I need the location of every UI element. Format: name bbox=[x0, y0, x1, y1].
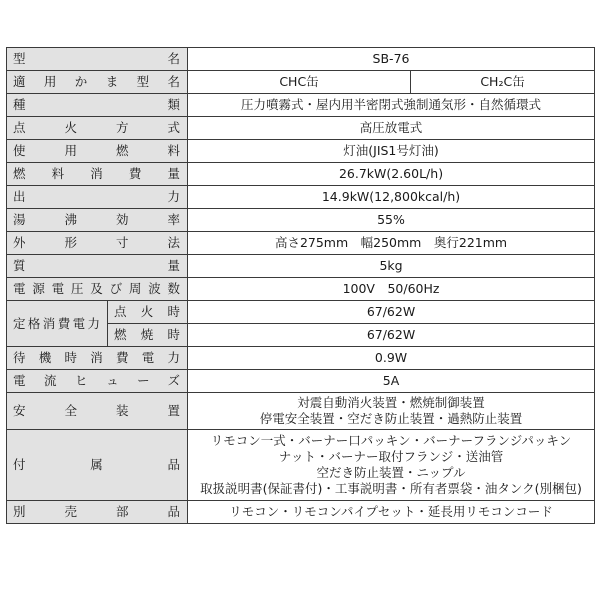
safety-line: 停電安全装置・空だき防止装置・過熱防止装置 bbox=[259, 411, 523, 426]
value-accessories bbox=[188, 430, 595, 501]
label-tank: 適用かま型名 bbox=[7, 71, 188, 94]
value-dimensions: 高さ275mm 幅250mm 奥行221mm bbox=[188, 232, 595, 255]
label-accessories: 付 属 品 bbox=[7, 430, 188, 501]
row-options bbox=[7, 501, 595, 524]
value-standby: 0.9W bbox=[188, 347, 595, 370]
value-model: SB-76 bbox=[188, 48, 595, 71]
accessory-line: 空だき防止装置・ニップル bbox=[316, 465, 466, 480]
row-tank bbox=[7, 71, 595, 94]
label-standby: 待機時消費電力 bbox=[7, 347, 188, 370]
value-tank-chc: CHC缶 bbox=[188, 71, 411, 94]
value-rated-power-burning: 67/62W bbox=[188, 324, 595, 347]
safety-line: 対震自動消火装置・燃焼制御装置 bbox=[297, 395, 485, 410]
accessory-line: 取扱説明書(保証書付)・工事説明書・所有者票袋・油タンク(別梱包) bbox=[200, 481, 582, 496]
row-rated-power-ignition bbox=[7, 301, 595, 324]
label-options: 別 売 部 品 bbox=[7, 501, 188, 524]
value-fuse: 5A bbox=[188, 370, 595, 393]
label-type: 種 類 bbox=[7, 94, 188, 117]
value-tank-ch2c: CH₂C缶 bbox=[411, 71, 595, 94]
label-efficiency: 湯 沸 効 率 bbox=[7, 209, 188, 232]
label-dimensions: 外 形 寸 法 bbox=[7, 232, 188, 255]
value-fuel: 灯油(JIS1号灯油) bbox=[188, 140, 595, 163]
row-type bbox=[7, 94, 595, 117]
row-weight bbox=[7, 255, 595, 278]
value-safety bbox=[188, 393, 595, 430]
row-model bbox=[7, 48, 595, 71]
label-fuel: 使 用 燃 料 bbox=[7, 140, 188, 163]
spec-table bbox=[6, 47, 595, 524]
row-ignition bbox=[7, 117, 595, 140]
label-safety: 安 全 装 置 bbox=[7, 393, 188, 430]
value-options: リモコン・リモコンパイプセット・延長用リモコンコード bbox=[188, 501, 595, 524]
row-safety bbox=[7, 393, 595, 430]
label-power: 電源電圧及び周波数 bbox=[7, 278, 188, 301]
value-fuel-consumption: 26.7kW(2.60L/h) bbox=[188, 163, 595, 186]
label-fuel-consumption: 燃料消費量 bbox=[7, 163, 188, 186]
row-output bbox=[7, 186, 595, 209]
row-power bbox=[7, 278, 595, 301]
row-accessories bbox=[7, 430, 595, 501]
row-efficiency bbox=[7, 209, 595, 232]
label-rated-power: 定格消費電力 bbox=[7, 301, 108, 347]
value-type: 圧力噴霧式・屋内用半密閉式強制通気形・自然循環式 bbox=[188, 94, 595, 117]
value-efficiency: 55% bbox=[188, 209, 595, 232]
value-output: 14.9kW(12,800kcal/h) bbox=[188, 186, 595, 209]
row-fuel bbox=[7, 140, 595, 163]
row-standby bbox=[7, 347, 595, 370]
accessory-line: リモコン一式・バーナー口パッキン・バーナーフランジパッキン bbox=[210, 433, 572, 448]
value-ignition: 高圧放電式 bbox=[188, 117, 595, 140]
label-weight: 質 量 bbox=[7, 255, 188, 278]
value-power: 100V 50/60Hz bbox=[188, 278, 595, 301]
label-rated-power-ignition: 点火時 bbox=[108, 301, 188, 324]
label-output: 出 力 bbox=[7, 186, 188, 209]
label-rated-power-burning: 燃焼時 bbox=[108, 324, 188, 347]
row-fuel-consumption bbox=[7, 163, 595, 186]
label-fuse: 電流ヒューズ bbox=[7, 370, 188, 393]
row-fuse bbox=[7, 370, 595, 393]
row-dimensions bbox=[7, 232, 595, 255]
accessory-line: ナット・バーナー取付フランジ・送油管 bbox=[278, 449, 504, 464]
value-weight: 5kg bbox=[188, 255, 595, 278]
value-rated-power-ignition: 67/62W bbox=[188, 301, 595, 324]
label-ignition: 点 火 方 式 bbox=[7, 117, 188, 140]
label-model: 型 名 bbox=[7, 48, 188, 71]
